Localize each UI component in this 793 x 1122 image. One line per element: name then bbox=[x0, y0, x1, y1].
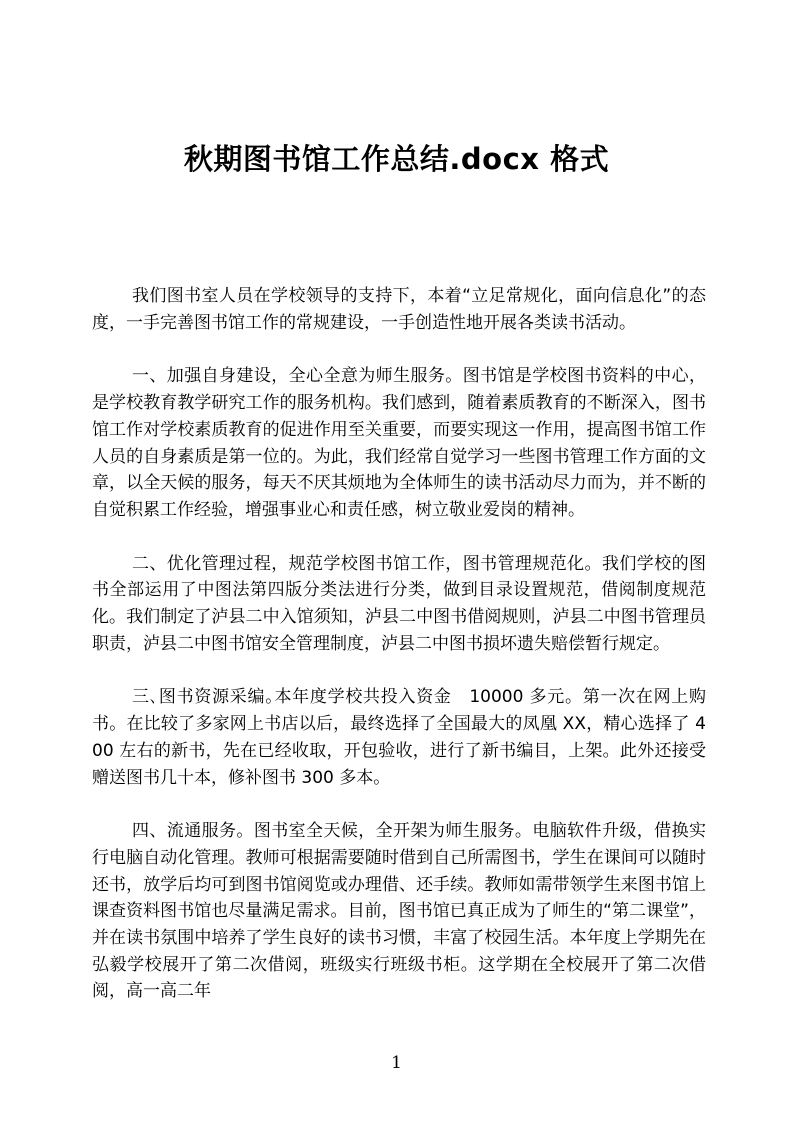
paragraph-section-1: 一、加强自身建设，全心全意为师生服务。图书馆是学校图书资料的中心，是学校教育教学研究工作的服务机构。我们感到，随着素质教育的不断深入，图书馆工作对学校素质教育的促进作用至关重要，而要实现这一作用，提高图书馆工作人员的自身素质是第一位的。为此，我们经常自觉学习一些图书管理工作方面的文章，以全天候的服务，每天不厌其烦地为全体师生的读书活动尽力而为，并不断的自觉积累工作经验，增强事业心和责任感，树立敬业爱岗的精神。 bbox=[92, 366, 706, 520]
paragraph-intro: 我们图书室人员在学校领导的支持下，本着“立足常规化，面向信息化”的态度，一手完善图书馆工作的常规建设，一手创造性地开展各类读书活动。 bbox=[92, 286, 706, 333]
document-body bbox=[92, 283, 706, 1032]
page-number: 1 bbox=[391, 1053, 402, 1073]
paragraph-section-2: 二、优化管理过程，规范学校图书馆工作，图书管理规范化。我们学校的图书全部运用了中图法第四版分类法进行分类，做到目录设置规范，借阅制度规范化。我们制定了泸县二中入馆须知，泸县二中图书借阅规则，泸县二中图书管理员职责，泸县二中图书馆安全管理制度，泸县二中图书损坏遗失赔偿暂行规定。 bbox=[92, 553, 706, 654]
paragraph-section-4: 四、流通服务。图书室全天候，全开架为师生服务。电脑软件升级，借换实行电脑自动化管理。教师可根据需要随时借到自己所需图书，学生在课间可以随时还书，放学后均可到图书馆阅览或办理借、还手续。教师如需带领学生来图书馆上课查资料图书馆也尽量满足需求。目前，图书馆已真正成为了师生的“第二课堂”，并在读书氛围中培养了学生良好的读书习惯，丰富了校园生活。本年度上学期先在弘毅学校展开了第二次借阅，班级实行班级书柜。这学期在全校展开了第二次借阅，高一高二年 bbox=[92, 821, 706, 1002]
paragraph-section-3: 三､图书资源采编｡本年度学校共投入资金 10000 多元。第一次在网上购书。在比较了多家网上书店以后，最终选择了全国最大的凤凰 XX，精心选择了 400 左右的新书，先在已经收取，开包验收，进行了新书编目，上架。此外还接受赠送图书几十本，修补图书 300 多本。 bbox=[92, 687, 706, 788]
document-title: 秋期图书馆工作总结.docx 格式 bbox=[183, 142, 610, 176]
